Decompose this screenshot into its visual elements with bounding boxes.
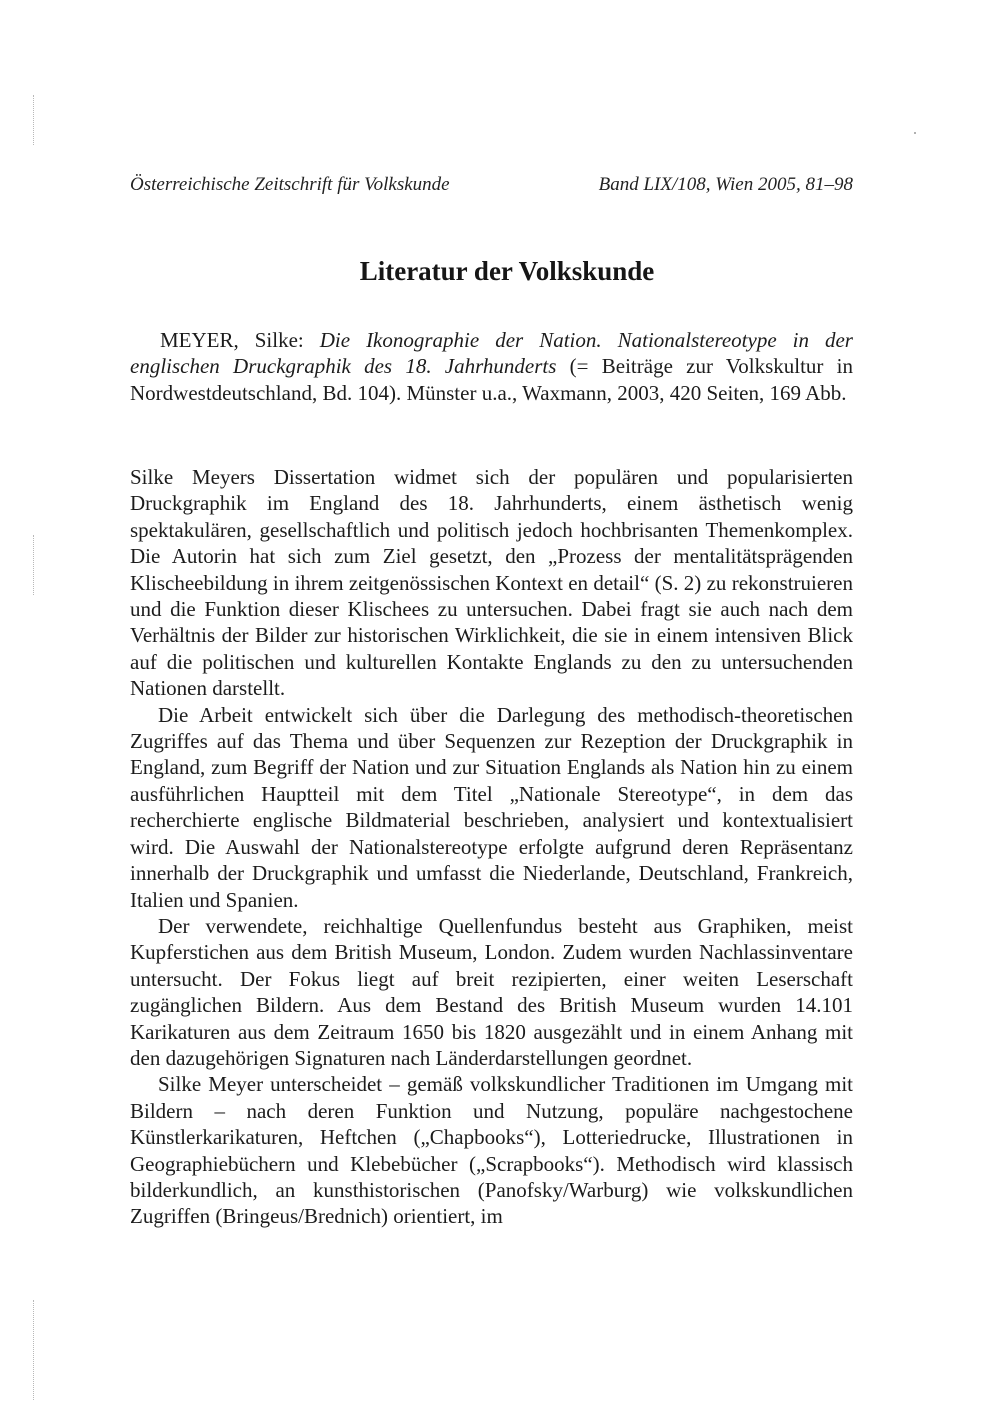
section-title xyxy=(0,254,1000,288)
review-paragraph: Die Arbeit entwickelt sich über die Darlegung des methodisch-theoretischen Zugriffes auf das Thema und über Sequenzen zur Rezeption der Druckgraphik in England, zum Begriff der Nation und zur Situation Englands als Nation hin zu einem ausführlichen Hauptteil mit dem Titel „Nationale Stereotype“, in dem das recherchierte englische Bildmaterial beschrieben, analysiert und kontextualisiert wird. Die Auswahl der Nationalstereotype erfolgte aufgrund deren Repräsentanz innerhalb der Druckgraphik und umfasst die Niederlande, Deutschland, Frankreich, Italien und Spanien. xyxy=(130,702,853,912)
citation-author: MEYER, Silke: xyxy=(160,328,320,352)
scan-margin-artifact xyxy=(33,535,34,595)
running-header xyxy=(130,173,853,197)
scan-margin-artifact xyxy=(33,1300,34,1400)
review-paragraph: Silke Meyer unterscheidet – gemäß volkskundlicher Traditionen im Umgang mit Bildern – nach deren Funktion und Nutzung, populäre nachgestochene Künstlerkarikaturen, Heftchen („Chapbooks“), Lotteriedrucke, Illustrationen in Geographiebüchern und Klebebücher („Scrapbooks“). Methodisch wird klassisch bilderkundlich, an kunsthistorischen (Panofsky/Warburg) wie volkskundlichen Zugriffen (Bringeus/Brednich) orientiert, im xyxy=(130,1072,853,1229)
section-title-text: Literatur der Volkskunde xyxy=(359,256,655,286)
book-citation xyxy=(130,327,853,406)
journal-name: Österreichische Zeitschrift für Volkskunde xyxy=(130,174,450,195)
review-paragraph: Der verwendete, reichhaltige Quellenfundus besteht aus Graphiken, meist Kupferstichen aus dem British Museum, London. Zudem wurden Nachlassinventare untersucht. Der Fokus liegt auf breit rezipierten, einer weiten Leserschaft zugänglichen Bildern. Aus dem Bestand des British Museum wurden 14.101 Karikaturen aus dem Zeitraum 1650 bis 1820 ausgezählt und in einem Anhang mit den dazugehörigen Signaturen nach Länderdarstellungen geordnet. xyxy=(130,913,853,1070)
citation-details: (= Beiträge zur Volkskultur in Nordwestdeutschland, Bd. 104). Münster u.a., Waxmann, 2003, 420 Seiten, 169 Abb. xyxy=(130,354,853,405)
scan-margin-artifact xyxy=(33,95,34,145)
scan-speck xyxy=(914,132,916,134)
citation-book-title: Die Ikonographie der Nation. Nationalstereotype in der englischen Druckgraphik des 18. Jahrhunderts xyxy=(130,328,853,379)
volume-info: Band LIX/108, Wien 2005, 81–98 xyxy=(598,174,853,195)
review-body xyxy=(130,464,853,1230)
review-paragraph: Silke Meyers Dissertation widmet sich der populären und popularisierten Druckgraphik im England des 18. Jahrhunderts, einem ästhetisch wenig spektakulären, gesellschaftlich und politisch jedoch hochbrisanten Themenkomplex. Die Autorin hat sich zum Ziel gesetzt, den „Prozess der mentalitätsprägenden Klischeebildung in ihrem zeitgenössischen Kontext en detail“ (S. 2) zu rekonstruieren und die Funktion dieser Klischees zu untersuchen. Dabei fragt sie auch nach dem Verhältnis der Bilder zur historischen Wirklichkeit, die sie in einem intensiven Blick auf die politischen und kulturellen Kontakte Englands zu den zu untersuchenden Nationen darstellt. xyxy=(130,465,853,701)
